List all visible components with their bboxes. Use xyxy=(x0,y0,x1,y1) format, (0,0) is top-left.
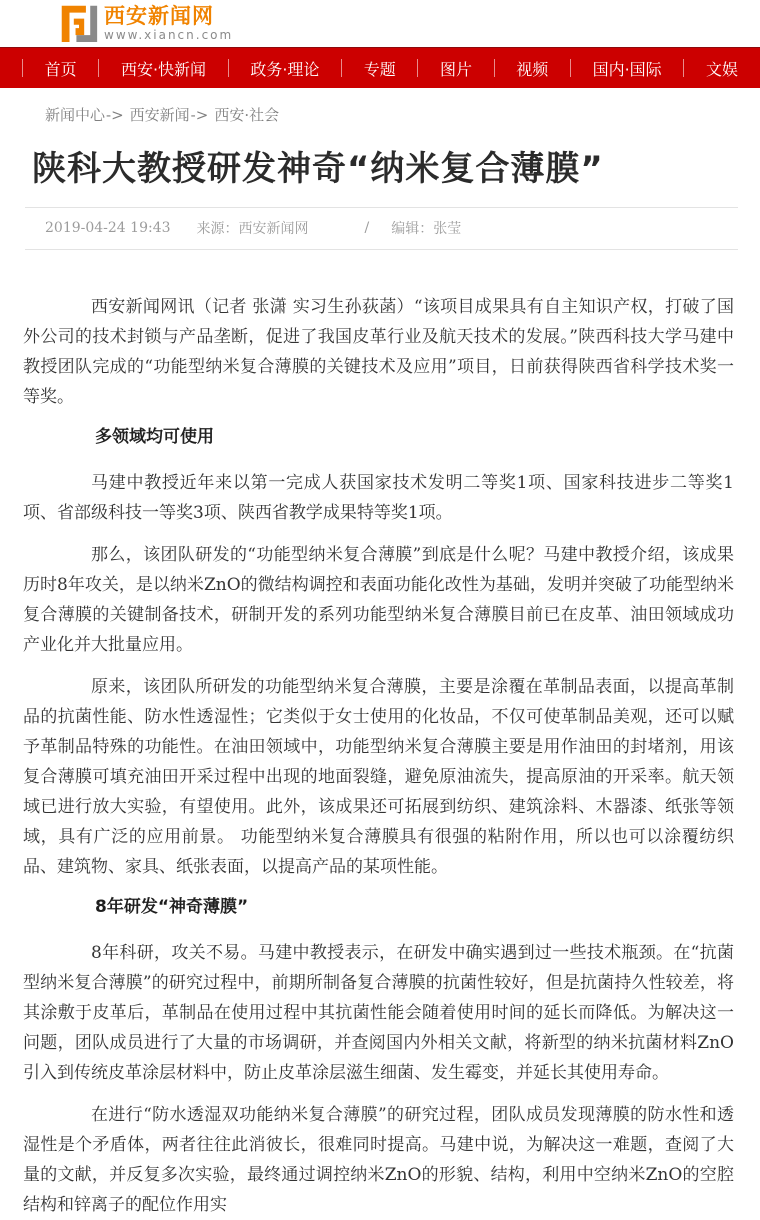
article-title: 陕科大教授研发神奇“纳米复合薄膜” xyxy=(32,149,604,189)
nav-divider xyxy=(417,59,418,77)
breadcrumb-xian-news[interactable]: 西安新闻 xyxy=(129,106,190,124)
xiancn-logo-icon xyxy=(60,4,104,42)
site-url: www.xiancn.com xyxy=(104,28,234,42)
nav-item-video[interactable]: 视频 xyxy=(516,59,549,79)
article-paragraph: 马建中教授近年来以第一完成人获国家技术发明二等奖1项、国家科技进步二等奖1项、省部级科技一等奖3项、陕西省教学成果特等奖1项。 xyxy=(23,473,734,523)
nav-divider xyxy=(341,59,342,77)
nav-item-special-topics[interactable]: 专题 xyxy=(363,59,396,79)
article-paragraph: 西安新闻网讯（记者 张潇 实习生孙荻菡）“该项目成果具有自主知识产权，打破了国外公司的技术封锁与产品垄断，促进了我国皮革行业及航天技术的发展。”陕西科技大学马建中教授团队完成的“功能型纳米复合薄膜的关键技术及应用”项目，日前获得陕西省科学技术奖一等奖。 xyxy=(23,297,734,407)
nav-divider xyxy=(683,59,684,77)
nav-item-domestic-international[interactable]: 国内·国际 xyxy=(592,59,662,79)
logo-text xyxy=(104,4,233,42)
nav-divider xyxy=(22,59,23,77)
nav-item-politics-theory[interactable]: 政务·理论 xyxy=(250,59,320,79)
site-logo[interactable] xyxy=(60,4,233,42)
nav-item-xian-fast-news[interactable]: 西安·快新闻 xyxy=(120,59,207,79)
nav-divider xyxy=(98,59,99,77)
breadcrumb xyxy=(0,88,760,125)
article-paragraph: 在进行“防水透湿双功能纳米复合薄膜”的研究过程，团队成员发现薄膜的防水性和透湿性是个矛盾体，两者往往此消彼长，很难同时提高。马建中说，为解决这一难题，查阅了大量的文献，并反复多次实验，最终通过调控纳米ZnO的形貌、结构，利用中空纳米ZnO的空腔结构和锌离子的配位作用实 xyxy=(23,1105,734,1215)
article-paragraph: 原来，该团队所研发的功能型纳米复合薄膜，主要是涂覆在革制品表面，以提高革制品的抗菌性能、防水性透湿性；它类似于女士使用的化妆品，不仅可使革制品美观，还可以赋予革制品特殊的功能性。在油田领域中，功能型纳米复合薄膜主要是用作油田的封堵剂，用该复合薄膜可填充油田开采过程中出现的地面裂缝，避免原油流失，提高原油的开采率。航天领域已进行放大实验，有望使用。此外，该成果还可拓展到纺织、建筑涂料、木器漆、纸张等领域，具有广泛的应用前景。 功能型纳米复合薄膜具有很强的粘附作用，所以也可以涂覆纺织品、建筑物、家具、纸张表面，以提高产品的某项性能。 xyxy=(23,677,734,877)
breadcrumb-separator: -> xyxy=(190,106,209,124)
section-heading-multi-field-use: 多领域均可使用 xyxy=(95,427,214,447)
article-datetime: 2019-04-24 19:43 xyxy=(45,220,171,236)
nav-divider xyxy=(494,59,495,77)
article-meta-bar xyxy=(25,207,738,250)
site-header xyxy=(0,0,760,47)
breadcrumb-separator: -> xyxy=(106,106,124,124)
nav-item-entertainment[interactable]: 文娱 xyxy=(705,59,738,79)
article-source: 来源：西安新闻网 xyxy=(196,221,309,237)
section-heading-8-year-research: 8年研发“神奇薄膜” xyxy=(95,897,249,917)
nav-item-home[interactable]: 首页 xyxy=(44,59,77,79)
nav-item-pictures[interactable]: 图片 xyxy=(439,59,472,79)
nav-divider xyxy=(570,59,571,77)
main-nav xyxy=(0,47,760,88)
article-paragraph: 8年科研，攻关不易。马建中教授表示，在研发中确实遇到过一些技术瓶颈。在“抗菌型纳米复合薄膜”的研究过程中，前期所制备复合薄膜的抗菌性较好，但是抗菌持久性较差，将其涂敷于皮革后，革制品在使用过程中其抗菌性能会随着使用时间的延长而降低。为解决这一问题，团队成员进行了大量的市场调研，并查阅国内外相关文献，将新型的纳米抗菌材料ZnO引入到传统皮革涂层材料中，防止皮革涂层滋生细菌、发生霉变，并延长其使用寿命。 xyxy=(23,943,734,1083)
breadcrumb-news-center[interactable]: 新闻中心 xyxy=(45,106,106,124)
article-paragraph: 那么，该团队研发的“功能型纳米复合薄膜”到底是什么呢？马建中教授介绍，该成果历时8年攻关，是以纳米ZnO的微结构调控和表面功能化改性为基础，发明并突破了功能型纳米复合薄膜的关键制备技术，研制开发的系列功能型纳米复合薄膜目前已在皮革、油田领域成功产业化并大批量应用。 xyxy=(23,545,734,655)
article-body xyxy=(0,250,760,1220)
article-editor: 编辑：张莹 xyxy=(391,221,462,237)
nav-divider xyxy=(228,59,229,77)
meta-divider-slash: / xyxy=(364,220,370,236)
breadcrumb-xian-society[interactable]: 西安·社会 xyxy=(214,106,280,124)
site-name: 西安新闻网 xyxy=(104,4,214,28)
